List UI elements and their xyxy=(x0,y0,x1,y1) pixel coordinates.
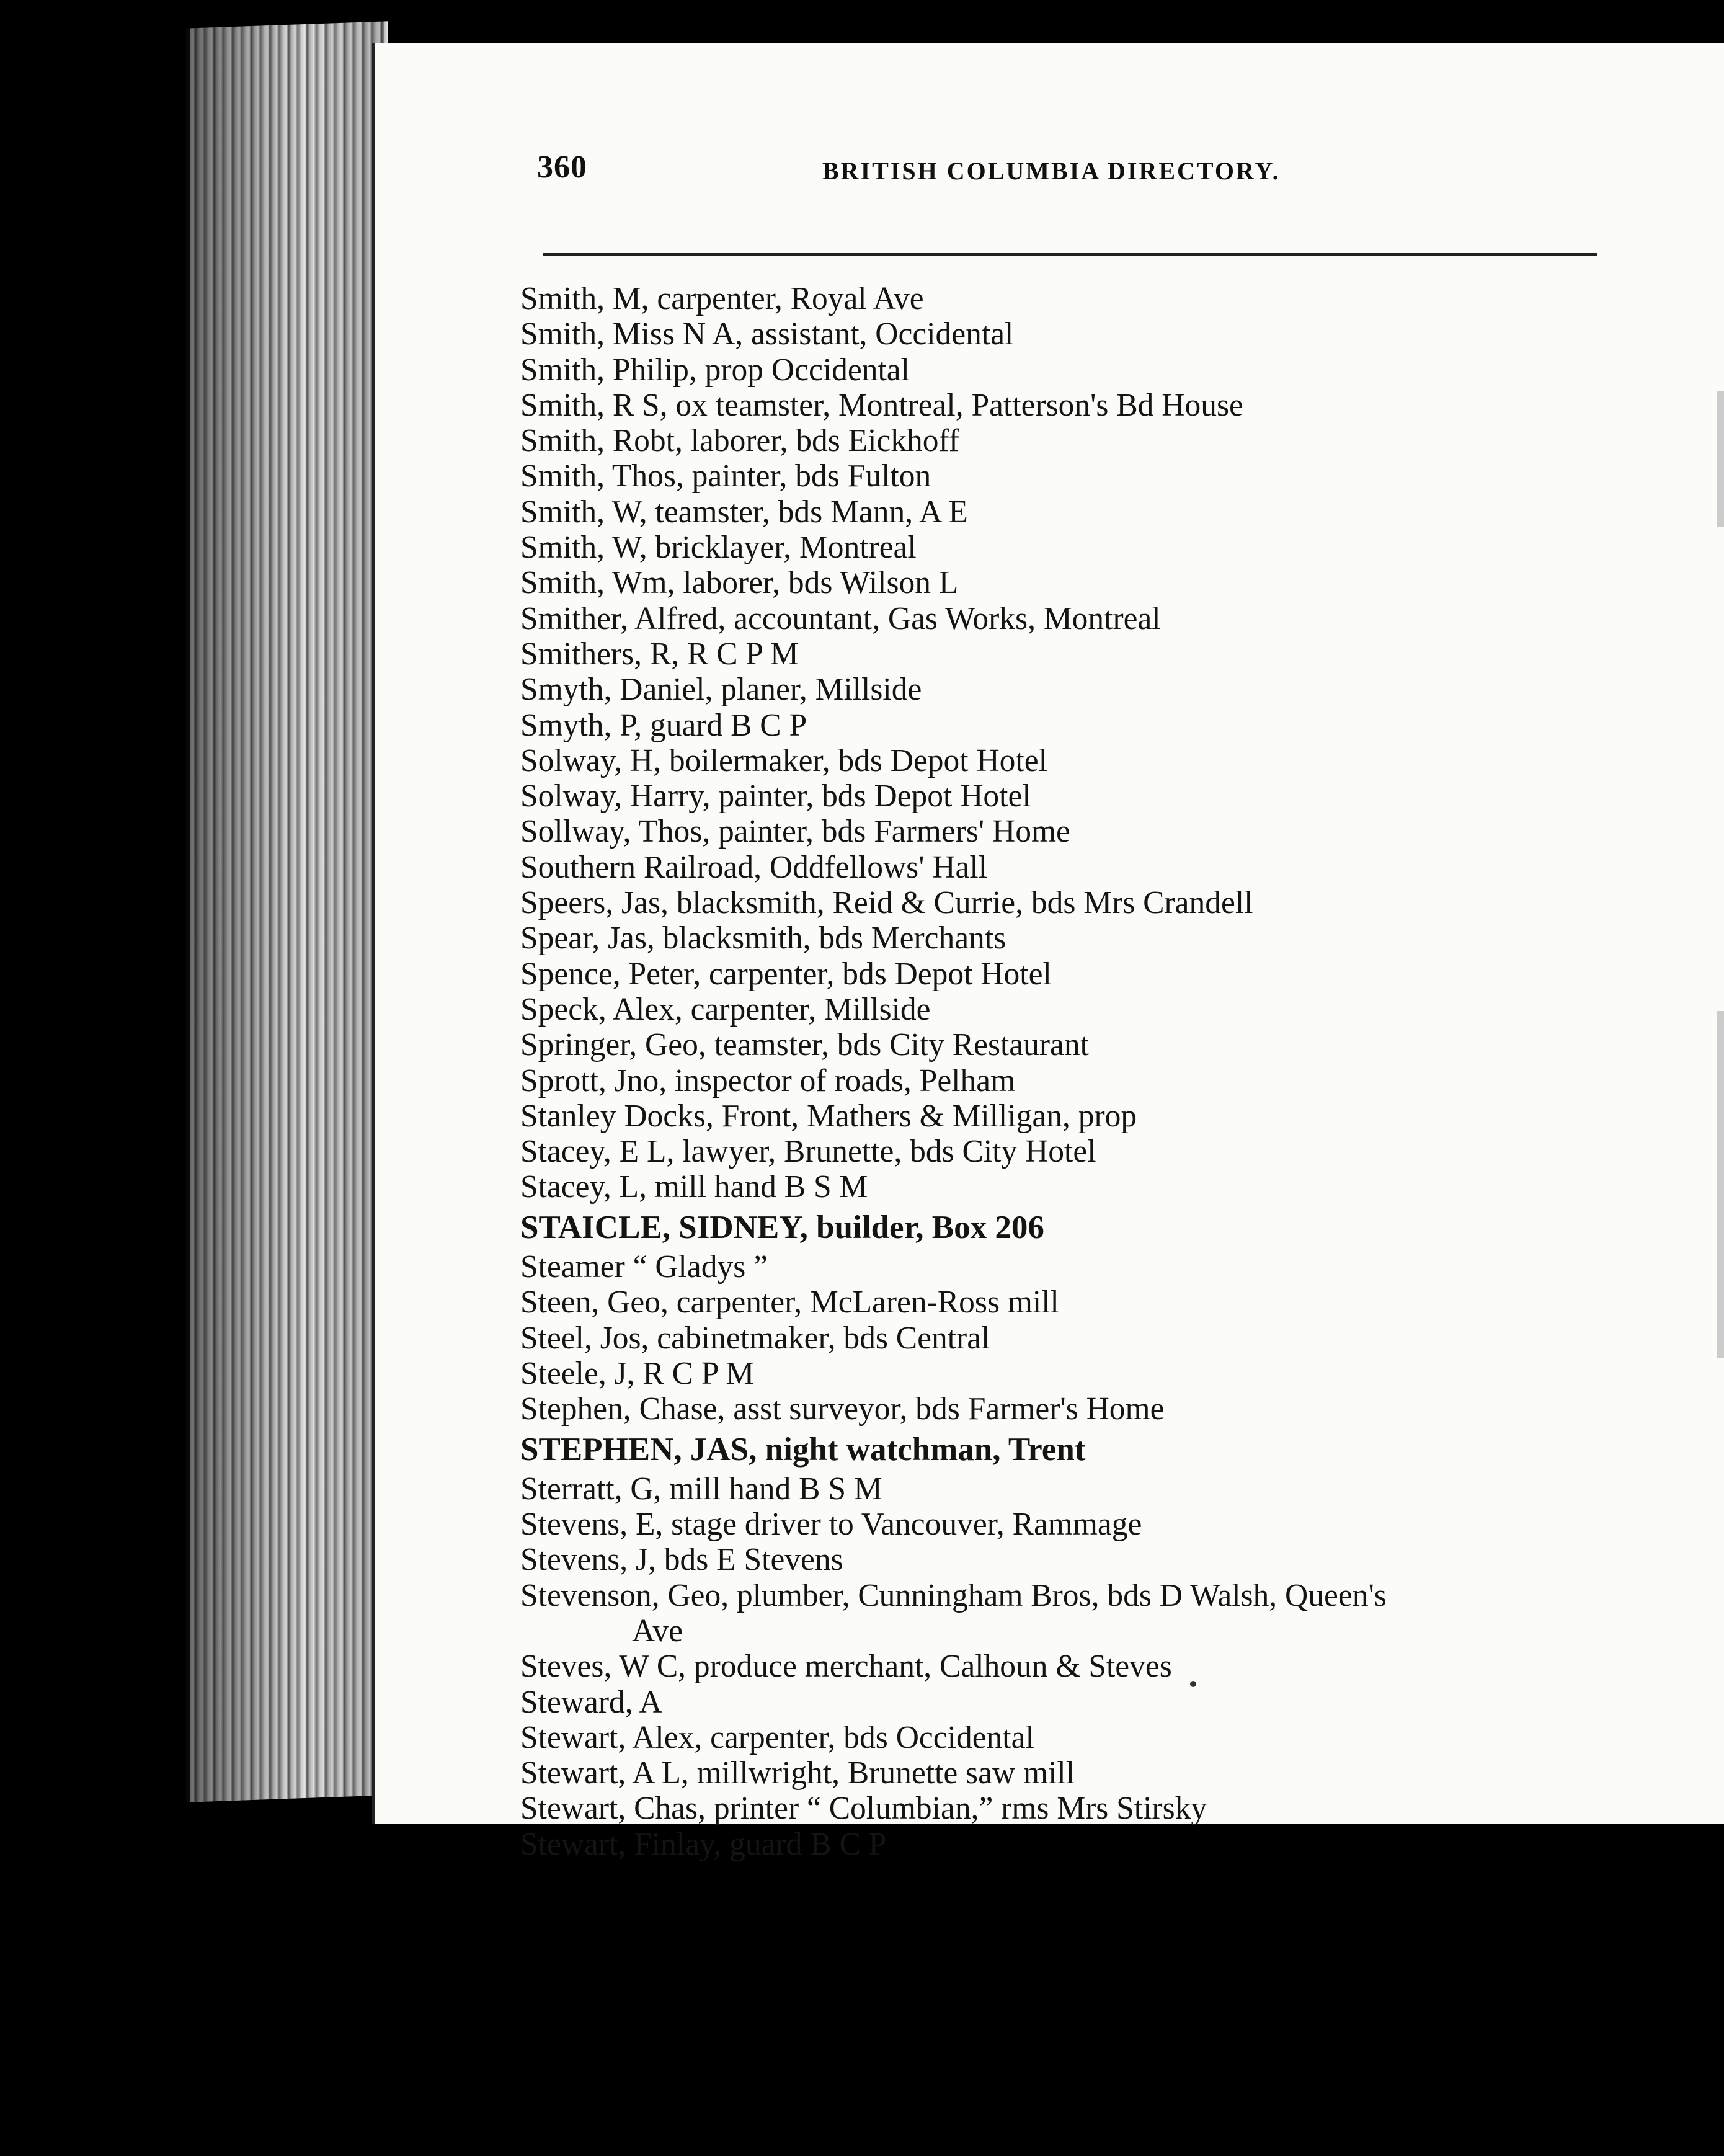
directory-entry: Smithers, R, R C P M xyxy=(520,636,799,672)
directory-entry: Solway, Harry, painter, bds Depot Hotel xyxy=(520,778,1031,814)
page-tab-marker xyxy=(1717,1011,1724,1358)
running-head: BRITISH COLUMBIA DIRECTORY. xyxy=(822,157,1281,185)
directory-entry: Stacey, L, mill hand B S M xyxy=(520,1169,868,1205)
directory-entry: Steele, J, R C P M xyxy=(520,1355,755,1391)
directory-entries xyxy=(520,281,1649,1862)
directory-entry: Stanley Docks, Front, Mathers & Milligan, prop xyxy=(520,1098,1137,1134)
page-header xyxy=(537,149,1647,205)
directory-entry: Smith, Philip, prop Occidental xyxy=(520,352,910,388)
directory-entry-bold: STAICLE, SIDNEY, builder, Box 206 xyxy=(520,1209,1044,1245)
directory-entry: Stewart, Finlay, guard B C P xyxy=(520,1826,887,1862)
directory-entry: Stevens, J, bds E Stevens xyxy=(520,1542,843,1578)
directory-entry: Smyth, P, guard B C P xyxy=(520,707,807,743)
directory-entry: Stacey, E L, lawyer, Brunette, bds City Hotel xyxy=(520,1134,1096,1170)
page-number: 360 xyxy=(537,149,587,185)
directory-entry: Steves, W C, produce merchant, Calhoun & Steves xyxy=(520,1649,1172,1685)
directory-entry: Southern Railroad, Oddfellows' Hall xyxy=(520,849,988,885)
directory-entry: Smith, W, bricklayer, Montreal xyxy=(520,530,917,566)
directory-entry: Stewart, Alex, carpenter, bds Occidental xyxy=(520,1719,1034,1755)
directory-entry: Smith, Miss N A, assistant, Occidental xyxy=(520,316,1014,352)
directory-entry: Sprott, Jno, inspector of roads, Pelham xyxy=(520,1062,1016,1098)
directory-entry: Smith, Robt, laborer, bds Eickhoff xyxy=(520,423,959,459)
directory-entry: Smith, W, teamster, bds Mann, A E xyxy=(520,494,968,530)
directory-entry: Steel, Jos, cabinetmaker, bds Central xyxy=(520,1320,990,1356)
directory-entry: Stewart, A L, millwright, Brunette saw mill xyxy=(520,1755,1075,1791)
directory-entry: Sollway, Thos, painter, bds Farmers' Home xyxy=(520,814,1070,850)
directory-entry: Spence, Peter, carpenter, bds Depot Hotel xyxy=(520,956,1052,992)
page-tab-marker xyxy=(1717,391,1724,527)
directory-entry-bold: STEPHEN, JAS, night watchman, Trent xyxy=(520,1431,1086,1468)
directory-entry: Stevenson, Geo, plumber, Cunningham Bros, bds D Walsh, Queen's xyxy=(520,1577,1387,1613)
directory-entry: Spear, Jas, blacksmith, bds Merchants xyxy=(520,920,1006,956)
directory-entry: Smyth, Daniel, planer, Millside xyxy=(520,672,922,708)
directory-entry: Steamer “ Gladys ” xyxy=(520,1249,768,1285)
directory-entry-continuation: Ave xyxy=(632,1613,683,1649)
page-edge-shadow xyxy=(186,21,384,1802)
directory-entry: Stewart, Chas, printer “ Columbian,” rms Mrs Stirsky xyxy=(520,1791,1207,1827)
directory-entry: Springer, Geo, teamster, bds City Restaurant xyxy=(520,1027,1089,1063)
directory-entry: Sterratt, G, mill hand B S M xyxy=(520,1471,882,1507)
directory-entry: Smith, R S, ox teamster, Montreal, Patterson's Bd House xyxy=(520,387,1243,423)
ink-speck xyxy=(1190,1681,1196,1687)
directory-entry: Solway, H, boilermaker, bds Depot Hotel xyxy=(520,742,1047,778)
directory-page xyxy=(372,43,1724,1862)
directory-entry: Steward, A xyxy=(520,1684,662,1720)
header-rule xyxy=(543,253,1597,256)
directory-entry: Speers, Jas, blacksmith, Reid & Currie, bds Mrs Crandell xyxy=(520,885,1253,921)
directory-entry: Smith, Thos, painter, bds Fulton xyxy=(520,458,931,494)
directory-entry: Stevens, E, stage driver to Vancouver, Rammage xyxy=(520,1507,1142,1543)
directory-entry: Smither, Alfred, accountant, Gas Works, Montreal xyxy=(520,600,1161,636)
directory-entry: Stephen, Chase, asst surveyor, bds Farmer's Home xyxy=(520,1391,1165,1427)
directory-entry: Steen, Geo, carpenter, McLaren-Ross mill xyxy=(520,1285,1059,1321)
directory-entry: Speck, Alex, carpenter, Millside xyxy=(520,991,931,1027)
directory-entry: Smith, Wm, laborer, bds Wilson L xyxy=(520,565,959,601)
directory-entry: Smith, M, carpenter, Royal Ave xyxy=(520,281,924,316)
